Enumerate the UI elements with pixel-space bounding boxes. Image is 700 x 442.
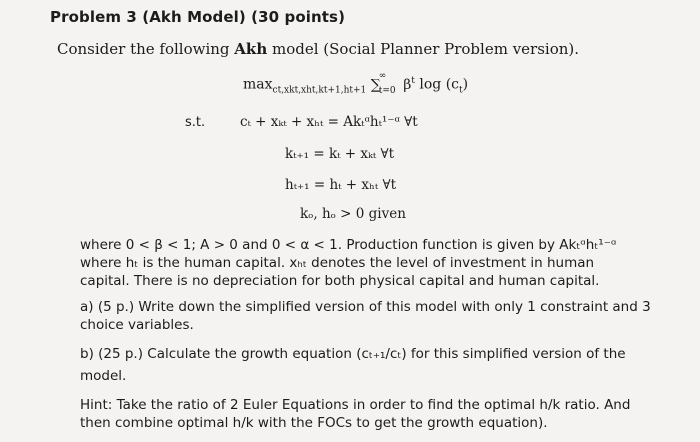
subject-to-label: s.t. <box>185 115 206 130</box>
constraint-human-capital: hₜ₊₁ = hₜ + xₕₜ ∀t <box>285 177 397 193</box>
constraint-resource: cₜ + xₖₜ + xₕₜ = Akₜᵅhₜ¹⁻ᵅ ∀t <box>240 114 418 130</box>
constraint-capital: kₜ₊₁ = kₜ + xₖₜ ∀t <box>285 146 395 162</box>
part-b: b) (25 p.) Calculate the growth equation (cₜ₊₁/cₜ) for this simplified version of the model. <box>80 346 626 384</box>
hint: Hint: Take the ratio of 2 Euler Equations in order to find the optimal h/k ratio. And then combine optimal h/k with the FOCs to get the growth equation). <box>80 397 631 431</box>
part-a: a) (5 p.) Write down the simplified version of this model with only 1 constraint and 3 choice variables. <box>80 299 651 333</box>
intro-text: Consider the following Akh model (Social Planner Problem version). <box>57 40 580 58</box>
initial-conditions: kₒ, hₒ > 0 given <box>300 206 406 222</box>
objective-function: $\max_{ct,xkt,xht,kt+1,ht+1}$ ∑ ∞ t=0 $\beta^t$ $\log (c_t)$ <box>243 70 469 96</box>
problem-title: Problem 3 (Akh Model) (30 points) <box>50 8 346 26</box>
where-paragraph: where 0 < β < 1; A > 0 and 0 < α < 1. Production function is given by Akₜᵅhₜ¹⁻ᵅ where hₜ is the human capital. xₕₜ denotes the level of investment in human capital. There is no depreciation for both physical capital and human capital. <box>80 237 617 289</box>
model-name: Akh <box>234 40 268 58</box>
